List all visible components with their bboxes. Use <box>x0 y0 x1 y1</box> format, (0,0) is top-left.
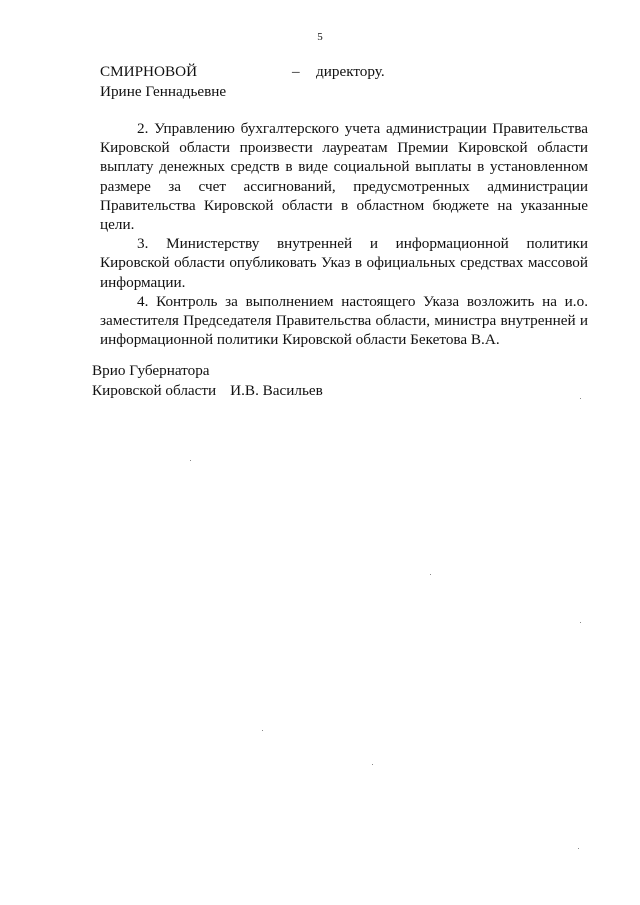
scan-speck <box>372 764 373 765</box>
paragraph-2: 2. Управлению бухгалтерского учета администрации Правительства Кировской области произвести лауреатам Премии Кировской области выплату денежных средств в виде социальной выплаты в установленном размере за счет ассигнований, предусмотренных администрации Правительства Кировской области в областном бюджете на указанные цели. <box>100 120 588 234</box>
scan-speck <box>580 398 581 399</box>
scan-speck <box>262 730 263 731</box>
addressee-block <box>100 62 385 102</box>
signature-block <box>92 361 323 401</box>
scan-speck <box>430 574 431 575</box>
signatory-name: И.В. Васильев <box>230 382 323 399</box>
decree-body <box>100 119 588 349</box>
signatory-title-line1: Врио Губернатора <box>92 362 210 379</box>
addressee-position: директору. <box>316 63 385 80</box>
scan-speck <box>578 848 579 849</box>
signatory-title-line2: Кировской области <box>92 382 217 399</box>
page-number: 5 <box>317 31 323 43</box>
addressee-dash: – <box>292 63 300 80</box>
signatory-title-line2-row <box>92 381 323 401</box>
scan-speck <box>580 622 581 623</box>
addressee-surname: СМИРНОВОЙ <box>100 63 198 80</box>
paragraph-3: 3. Министерству внутренней и информационной политики Кировской области опубликовать Указ в официальных средствах массовой информации. <box>100 235 588 291</box>
addressee-given-names: Ирине Геннадьевне <box>100 83 227 100</box>
scan-speck <box>190 460 191 461</box>
addressee-line <box>100 62 385 82</box>
paragraph-4: 4. Контроль за выполнением настоящего Указа возложить на и.о. заместителя Председателя Правительства области, министра внутренней и информационной политики Кировской области Бекетова В.А. <box>100 292 588 349</box>
